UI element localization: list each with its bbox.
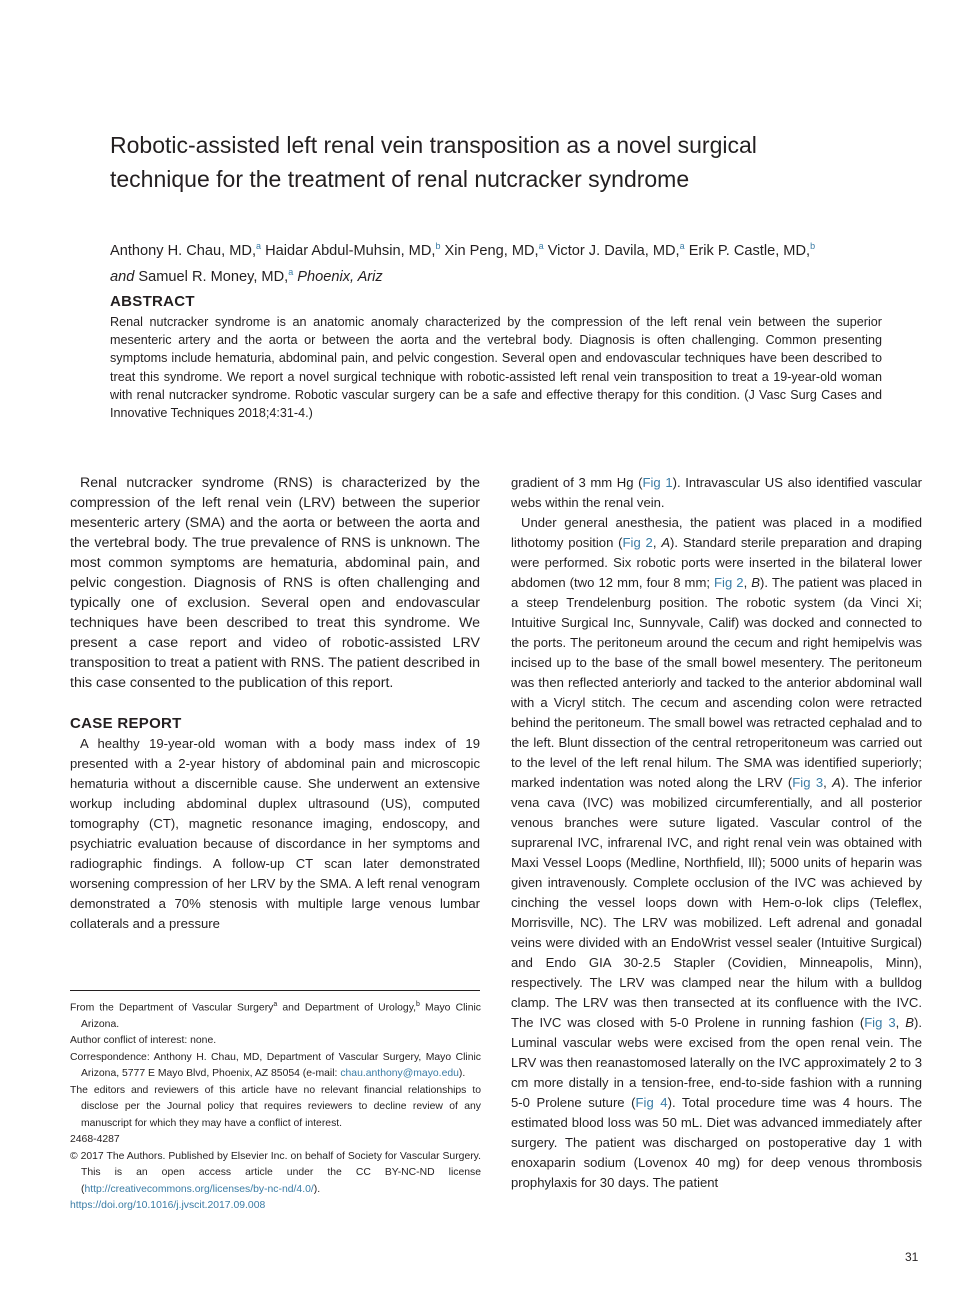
email-link[interactable]: chau.anthony@mayo.edu <box>340 1068 459 1080</box>
footnote-doi <box>70 1198 481 1215</box>
footnote-divider <box>70 990 480 991</box>
author-name: Erik P. Castle, MD, <box>688 242 811 259</box>
author-name: Anthony H. Chau, MD, <box>110 242 257 259</box>
author-name: Haidar Abdul-Muhsin, MD, <box>265 242 436 259</box>
abstract-text: Renal nutcracker syndrome is an anatomic anomaly characterized by the compression of the left renal vein between the superior mesenteric artery and the aorta or between the aorta and the vertebral body. Diagnosis is often challenging. Common presenting symptoms include hematuria, abdominal pain, and pelvic congestion. Several open and endovascular techniques have been described to treat this syndrome. We report a novel surgical technique with robotic-assisted left renal vein transposition to treat a 19-year-old woman with renal nutcracker syndrome. Robotic vascular surgery can be a safe and effective therapy for this condition. (J Vasc Surg Cases and Innovative Techniques 2018;4:31-4.) <box>110 315 882 421</box>
case-report-heading: CASE REPORT <box>70 715 182 732</box>
page-number: 31 <box>905 1250 919 1264</box>
affiliation-marker[interactable]: a <box>679 241 685 251</box>
affiliation-marker[interactable]: b <box>810 241 816 251</box>
article-title: Robotic-assisted left renal vein transposition as a novel surgical technique for the treatment of renal nutcracker syndrome <box>110 132 757 192</box>
case-paragraph: A healthy 19-year-old woman with a body mass index of 19 presented with a 2-year history of abdominal pain and microscopic hematuria without a discernible cause. She underwent an extensive workup including abdominal duplex ultrasound (US), computed tomography (CT), magnetic resonance imaging, endoscopy, and psychiatric evaluation because of discordance in her symptoms and radiographic findings. A follow-up CT scan later demonstrated worsening compression of her LRV by the SMA. A left renal venogram demonstrated a 70% stenosis with multiple large venous lumbar collaterals and a pressure <box>70 736 480 931</box>
right-column <box>511 473 922 1193</box>
abstract-heading: ABSTRACT <box>110 293 195 310</box>
affiliation-marker[interactable]: a <box>538 241 544 251</box>
footnote-copyright: © 2017 The Authors. Published by Elsevier Inc. on behalf of Society for Vascular Surgery. This is an open access article under the CC BY-NC-ND license (http://creativecommons.org/licenses/by-nc-nd/4.0/). <box>70 1150 481 1195</box>
footnote-issn: 2468-4287 <box>70 1134 120 1146</box>
figure-link[interactable]: Fig 2 <box>714 575 744 590</box>
author-name: Samuel R. Money, MD, <box>138 268 289 285</box>
author-list <box>110 236 900 288</box>
footnote-conflict: Author conflict of interest: none. <box>70 1035 217 1047</box>
author-name: Victor J. Davila, MD, <box>547 242 680 259</box>
author-name: Xin Peng, MD, <box>444 242 539 259</box>
footnote-affiliation: From the Department of Vascular Surgery$^a$ and Department of Urology,$^b$ Mayo Clinic Arizona. <box>70 1001 482 1030</box>
figure-link[interactable]: Fig 3 <box>864 1015 896 1030</box>
intro-paragraph: Renal nutcracker syndrome (RNS) is characterized by the compression of the left renal vein (LRV) between the superior mesenteric artery (SMA) and the aorta or between the aorta and the vertebral body. The true prevalence of RNS is unknown. The most common symptoms are hematuria, abdominal pain, and pelvic congestion. Diagnosis of RNS is often challenging and typically one of exclusion. Several open and endovascular techniques have been described to treat this syndrome. We present a case report and video of robotic-assisted LRV transposition to treat a patient with RNS. The patient described in this case consented to the publication of this report. <box>70 475 480 691</box>
author-location: Phoenix, Ariz <box>297 268 383 285</box>
footnote-correspondence: Correspondence: Anthony H. Chau, MD, Department of Vascular Surgery, Mayo Clinic Arizona, 5777 E Mayo Blvd, Phoenix, AZ 85054 (e-mail: chau.anthony@mayo.edu). <box>70 1051 481 1080</box>
footnote-editors: The editors and reviewers of this article have no relevant financial relationships to disclose per the Journal policy that requires reviewers to decline review of any manuscript for which they may have a conflict of interest. <box>70 1084 481 1129</box>
figure-link[interactable]: Fig 2 <box>622 535 653 550</box>
affiliation-marker[interactable]: a <box>256 241 262 251</box>
figure-link[interactable]: Fig 1 <box>642 475 673 490</box>
affiliation-marker[interactable]: b <box>435 241 441 251</box>
license-link[interactable]: http://creativecommons.org/licenses/by-nc-nd/4.0/ <box>84 1183 314 1195</box>
doi-link[interactable]: https://doi.org/10.1016/j.jvscit.2017.09.008 <box>70 1200 266 1212</box>
author-conjunction: and <box>110 268 135 285</box>
figure-link[interactable]: Fig 4 <box>635 1095 668 1110</box>
left-column <box>70 473 480 934</box>
case-paragraph: gradient of 3 mm Hg (Fig 1). Intravascular US also identified vascular webs within the renal vein. <box>511 475 923 510</box>
figure-link[interactable]: Fig 3 <box>792 775 824 790</box>
case-paragraph: Under general anesthesia, the patient was placed in a modified lithotomy position (Fig 2, A). Standard sterile preparation and draping were performed. Six robotic ports were inserted in the bilateral lower abdomen (two 12 mm, four 8 mm; Fig 2, B). The patient was placed in a steep Trendelenburg position. The robotic system (da Vinci Xi; Intuitive Surgical Inc, Sunnyvale, Calif) was docked and connected to the ports. The peritoneum around the cecum and right hemipelvis was incised up to the base of the small bowel mesentery. The peritoneum was then reflected anteriorly and tacked to the anterior abdominal wall with a Vicryl stitch. The cecum and ascending colon were retracted behind the peritoneum. The small bowel was retracted cephalad and to the left. Blunt dissection of the central retroperitoneum was carried out to the level of the left renal hilum. The SMA was identified superiorly; marked indentation was noted along the LRV (Fig 3, A). The inferior vena cava (IVC) was mobilized circumferentially, and all posterior venous branches were suture ligated. Vascular control of the suprarenal IVC, infrarenal IVC, and right renal vein was obtained with Maxi Vessel Loops (Medline, Northfield, Ill); 5000 units of heparin was given intravenously. Complete occlusion of the IVC was achieved by cinching the vessel loops down with Hem-o-lok clips (Teleflex, Morrisville, NC). The LRV was mobilized. Left adrenal and gonadal veins were divided with an EndoWrist vessel sealer (Intuitive Surgical) and Endo GIA 30-2.5 Stapler (Covidien, Minneapolis, Minn), respectively. The LRV was clamped near the hilum with a bulldog clamp. The LRV was then transected at its confluence with the IVC. The IVC was closed with 5-0 Prolene in running fashion (Fig 3, B). Luminal vascular webs were excised from the open renal vein. The LRV was then reanastomosed laterally on the IVC approximately 2 to 3 cm more distally in a tension-free, end-to-side fashion with a running 5-0 Prolene suture (Fig 4). Total procedure time was 4 hours. The estimated blood loss was 50 mL. Diet was advanced immediately after surgery. The patient was discharged on postoperative day 1 with enoxaparin sodium (Lovenox 40 mg) for deep venous thrombosis prophylaxis for 30 days. The patient <box>511 515 923 1190</box>
footnotes <box>70 997 481 1215</box>
affiliation-marker[interactable]: a <box>288 266 294 277</box>
